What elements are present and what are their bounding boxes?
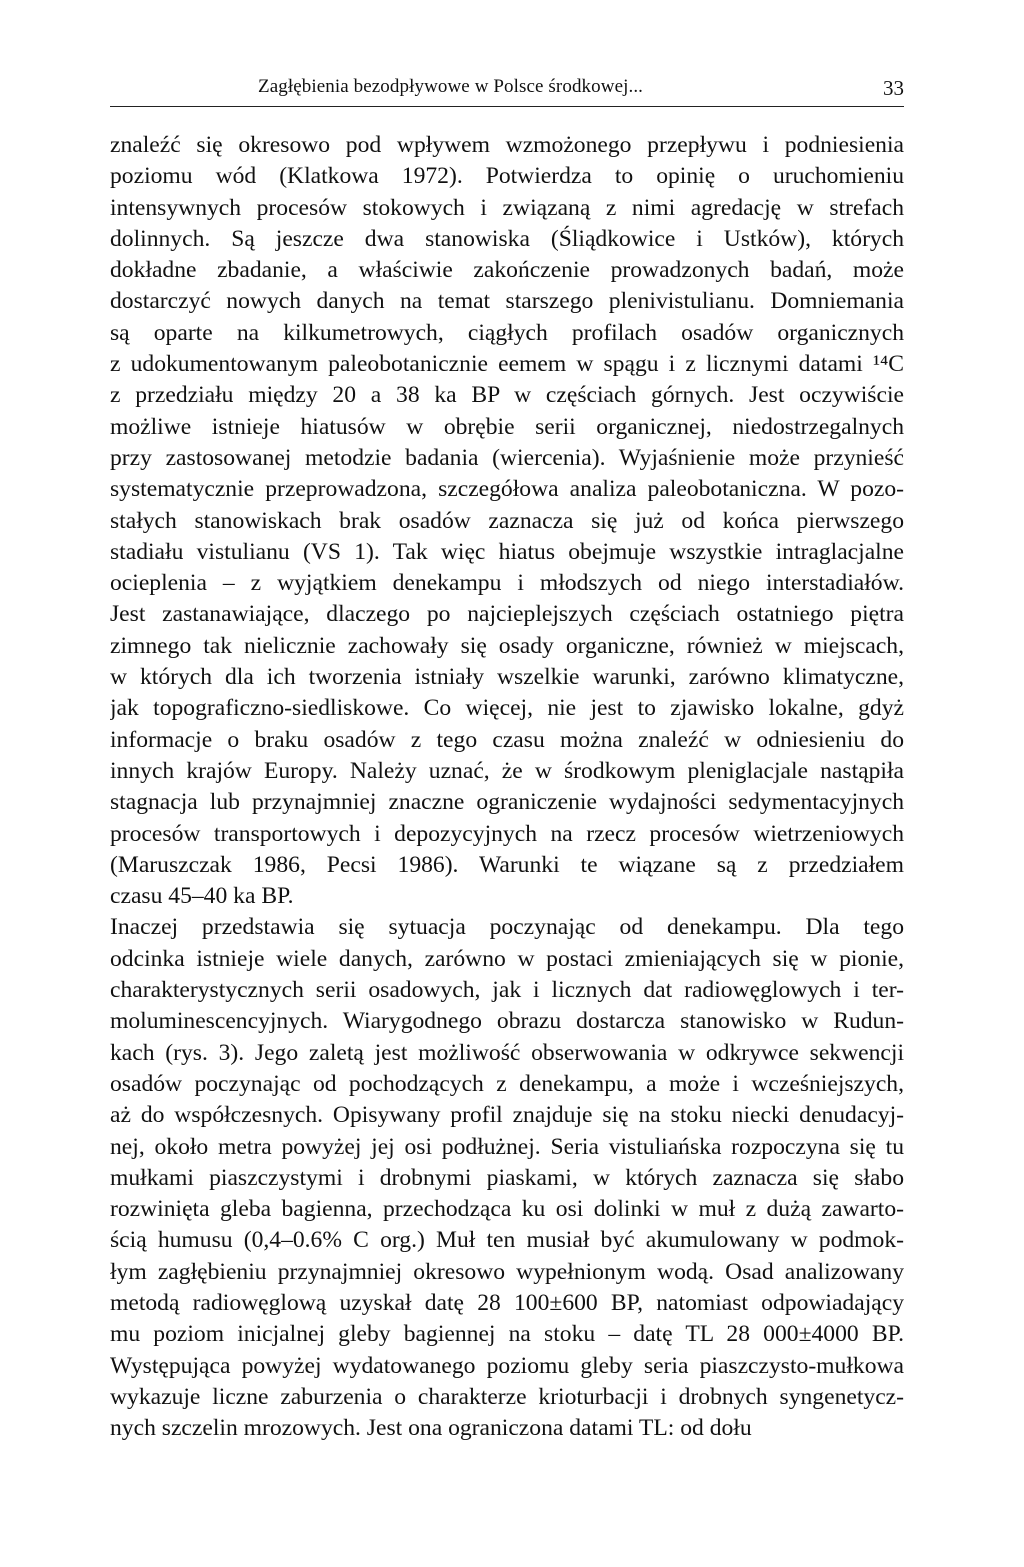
text-line: stadiału vistulianu (VS 1). Tak więc hiatus obejmuje wszystkie intraglacjalne [110, 538, 904, 565]
text-line: nej, około metra powyżej jej osi podłużnej. Seria vistuliańska rozpoczyna się tu [110, 1133, 904, 1160]
text-line: Jest zastanawiające, dlaczego po najcieplejszych częściach ostatniego piętra [110, 601, 904, 628]
text-line: charakterystycznych serii osadowych, jak i licznych dat radiowęglowych i ter- [110, 977, 904, 1004]
text-line: zimnego tak nielicznie zachowały się osady organiczne, również w miejscach, [110, 632, 904, 659]
text-line: dolinnych. Są jeszcze dwa stanowiska (Śliądkowice i Ustków), których [110, 225, 904, 252]
text-line: innych krajów Europy. Należy uznać, że w środkowym pleniglacjale nastąpiła [110, 757, 904, 784]
running-header [110, 76, 904, 107]
text-line: kach (rys. 3). Jego zaletą jest możliwość obserwowania w odkrywce sekwencji [110, 1039, 904, 1066]
running-title: Zagłębienia bezodpływowe w Polsce środkowej... [258, 76, 644, 97]
text-line: dostarczyć nowych danych na temat starszego plenivistulianu. Domniemania [110, 288, 904, 315]
text-line: poziomu wód (Klatkowa 1972). Potwierdza to opinię o uruchomieniu [110, 163, 904, 190]
text-line: intensywnych procesów stokowych i związaną z nimi agredację w strefach [110, 194, 904, 221]
text-line: odcinka istnieje wiele danych, zarówno w postaci zmieniających się w pionie, [110, 945, 904, 972]
text-line: znaleźć się okresowo pod wpływem wzmożonego przepływu i podniesienia [110, 132, 904, 158]
text-line: nych szczelin mrozowych. Jest ona ograniczona datami TL: od dołu [110, 1415, 752, 1442]
text-line: łym zagłębieniu przynajmniej okresowo wypełnionym wodą. Osad analizowany [110, 1258, 904, 1285]
text-line: możliwe istnieje hiatusów w obrębie serii organicznej, niedostrzegalnych [110, 413, 904, 440]
text-line: aż do współczesnych. Opisywany profil znajduje się na stoku niecki denudacyj- [110, 1102, 904, 1129]
text-line: stagnacja lub przynajmniej znaczne ograniczenie wydajności sedymentacyjnych [110, 789, 904, 816]
text-line: systematycznie przeprowadzona, szczegółowa analiza paleobotaniczna. W pozo- [110, 476, 904, 503]
body-text [110, 130, 904, 1444]
text-line: z przedziału między 20 a 38 ka BP w częściach górnych. Jest oczywiście [110, 382, 904, 409]
text-line: ocieplenia – z wyjątkiem denekampu i młodszych od niego interstadiałów. [110, 570, 904, 597]
page-number: 33 [883, 76, 904, 100]
text-line: mu poziom inicjalnej gleby bagiennej na stoku – datę TL 28 000±4000 BP. [110, 1321, 904, 1348]
text-line: osadów poczynając od pochodzących z denekampu, a może i wcześniejszych, [110, 1070, 904, 1097]
text-line: procesów transportowych i depozycyjnych na rzecz procesów wietrzeniowych [110, 820, 904, 847]
text-line: Inaczej przedstawia się sytuacja poczynając od denekampu. Dla tego [110, 914, 904, 941]
text-line: informacje o braku osadów z tego czasu można znaleźć w odniesieniu do [110, 726, 904, 753]
text-line: moluminescencyjnych. Wiarygodnego obrazu dostarcza stanowisko w Rudun- [110, 1008, 904, 1035]
text-line: w których dla ich tworzenia istniały wszelkie warunki, zarówno klimatyczne, [110, 664, 904, 691]
text-line: jak topograficzno-siedliskowe. Co więcej, nie jest to zjawisko lokalne, gdyż [110, 695, 904, 722]
text-line: ścią humusu (0,4–0.6% C org.) Muł ten musiał być akumulowany w podmok- [110, 1227, 904, 1254]
text-line: są oparte na kilkumetrowych, ciągłych profilach osadów organicznych [110, 319, 904, 346]
text-line: metodą radiowęglową uzyskał datę 28 100±600 BP, natomiast odpowiadający [110, 1289, 904, 1316]
text-line: (Maruszczak 1986, Pecsi 1986). Warunki te wiązane są z przedziałem [110, 851, 904, 878]
text-line: czasu 45–40 ka BP. [110, 883, 294, 910]
text-line: Występująca powyżej wydatowanego poziomu gleby seria piaszczysto-mułkowa [110, 1352, 904, 1379]
text-line: z udokumentowanym paleobotanicznie eemem w spągu i z licznymi datami ¹⁴C [110, 351, 904, 378]
text-line: wykazuje liczne zaburzenia o charakterze krioturbacji i drobnych syngenetycz- [110, 1383, 904, 1410]
text-line: przy zastosowanej metodzie badania (wiercenia). Wyjaśnienie może przynieść [110, 444, 904, 471]
text-line: rozwinięta gleba bagienna, przechodząca ku osi dolinki w muł z dużą zawarto- [110, 1196, 904, 1223]
text-line: mułkami piaszczystymi i drobnymi piaskami, w których zaznacza się słabo [110, 1164, 904, 1191]
text-line: stałych stanowiskach brak osadów zaznacza się już od końca pierwszego [110, 507, 904, 534]
text-line: dokładne zbadanie, a właściwie zakończenie prowadzonych badań, może [110, 257, 904, 284]
